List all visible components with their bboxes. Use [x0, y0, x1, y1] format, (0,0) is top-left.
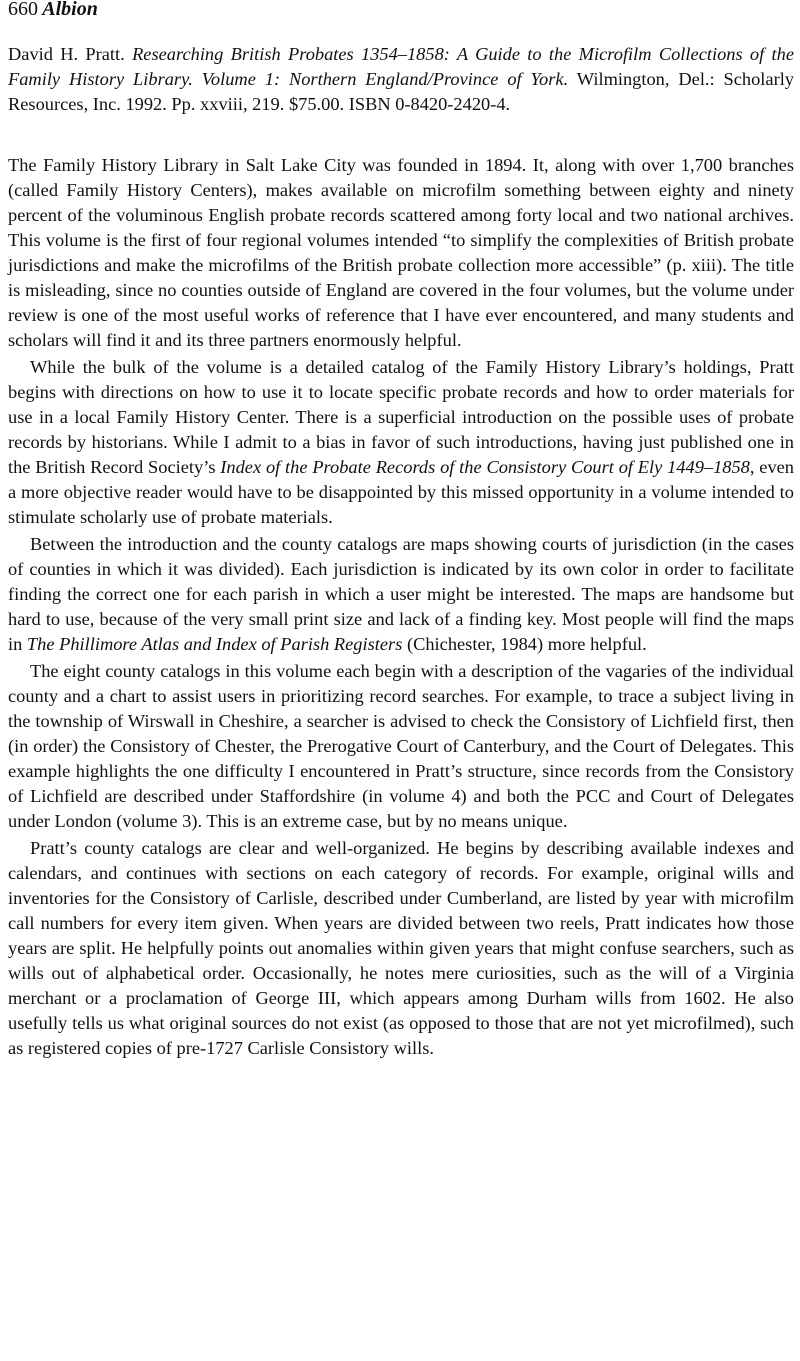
paragraph-2	[8, 355, 794, 530]
journal-title: Albion	[42, 0, 98, 20]
review-author: David H. Pratt.	[8, 44, 125, 64]
paragraph-2-italic-title: Index of the Probate Records of the Consistory Court of Ely 1449–1858	[220, 457, 750, 477]
paragraph-2-text-b: , even a more objective reader would have to be disappointed by this missed opportunity in a volume intended to stimulate scholarly use of probate materials.	[8, 457, 794, 527]
document-page	[8, 0, 794, 1063]
running-head	[8, 0, 794, 22]
page-number: 660	[8, 0, 38, 20]
paragraph-5: Pratt’s county catalogs are clear and well-organized. He begins by describing available indexes and calendars, and continues with sections on each category of records. For example, original wills and inventories for the Consistory of Carlisle, described under Cumberland, are listed by year with microfilm call numbers for every item given. When years are divided between two reels, Pratt indicates how those years are split. He helpfully points out anomalies within given years that might confuse searchers, such as wills out of alphabetical order. Occasionally, he notes mere curiosities, such as the will of a Virginia merchant or a proclamation of George III, which appears among Durham wills from 1602. He also usefully tells us what original sources do not exist (as opposed to those that are not yet microfilmed), such as registered copies of pre-1727 Carlisle Consistory wills.	[8, 838, 794, 1058]
review-publication: Wilmington, Del.: Scholarly Resources, Inc. 1992. Pp. xxviii, 219. $75.00. ISBN 0-8420-2420-4.	[8, 69, 795, 114]
review-body	[8, 153, 794, 1061]
review-book-title: Researching British Probates 1354–1858: A Guide to the Microfilm Collections of the Family History Library. Volume 1: Northern England/Province of York.	[8, 44, 794, 89]
paragraph-3-italic-title: The Phillimore Atlas and Index of Parish Registers	[26, 634, 403, 654]
paragraph-1: The Family History Library in Salt Lake City was founded in 1894. It, along with over 1,700 branches (called Family History Centers), makes available on microfilm something between eighty and ninety percent of the voluminous English probate records scattered among forty local and two national archives. This volume is the first of four regional volumes intended “to simplify the complexities of British probate jurisdictions and make the microfilms of the British probate collection more accessible” (p. xiii). The title is misleading, since no counties outside of England are covered in the four volumes, but the volume under review is one of the most useful works of reference that I have ever encountered, and many students and scholars will find it and its three partners enormously helpful.	[8, 155, 794, 350]
paragraph-3	[8, 532, 794, 657]
paragraph-3-text-b: (Chichester, 1984) more helpful.	[402, 634, 647, 654]
paragraph-3-text-a: Between the introduction and the county catalogs are maps showing courts of jurisdiction (in the cases of counties in which it was divided). Each jurisdiction is indicated by its own color in order to facilitate finding the correct one for each parish in which a user might be interested. The maps are handsome but hard to use, because of the very small print size and lack of a finding key. Most people will find the maps in	[8, 534, 794, 654]
review-citation	[8, 42, 794, 117]
paragraph-2-text-a: While the bulk of the volume is a detailed catalog of the Family History Library’s holdings, Pratt begins with directions on how to use it to locate specific probate records and how to order materials for use in a local Family History Center. There is a superficial introduction on the possible uses of probate records by historians. While I admit to a bias in favor of such introductions, having just published one in the British Record Society’s	[8, 357, 794, 477]
paragraph-4: The eight county catalogs in this volume each begin with a description of the vagaries of the individual county and a chart to assist users in prioritizing record searches. For example, to trace a subject living in the township of Wirswall in Cheshire, a searcher is advised to check the Consistory of Lichfield first, then (in order) the Consistory of Chester, the Prerogative Court of Canterbury, and the Court of Delegates. This example highlights the one difficulty I encountered in Pratt’s structure, since records from the Consistory of Lichfield are described under Staffordshire (in volume 4) and both the PCC and Court of Delegates under London (volume 3). This is an extreme case, but by no means unique.	[8, 661, 794, 831]
